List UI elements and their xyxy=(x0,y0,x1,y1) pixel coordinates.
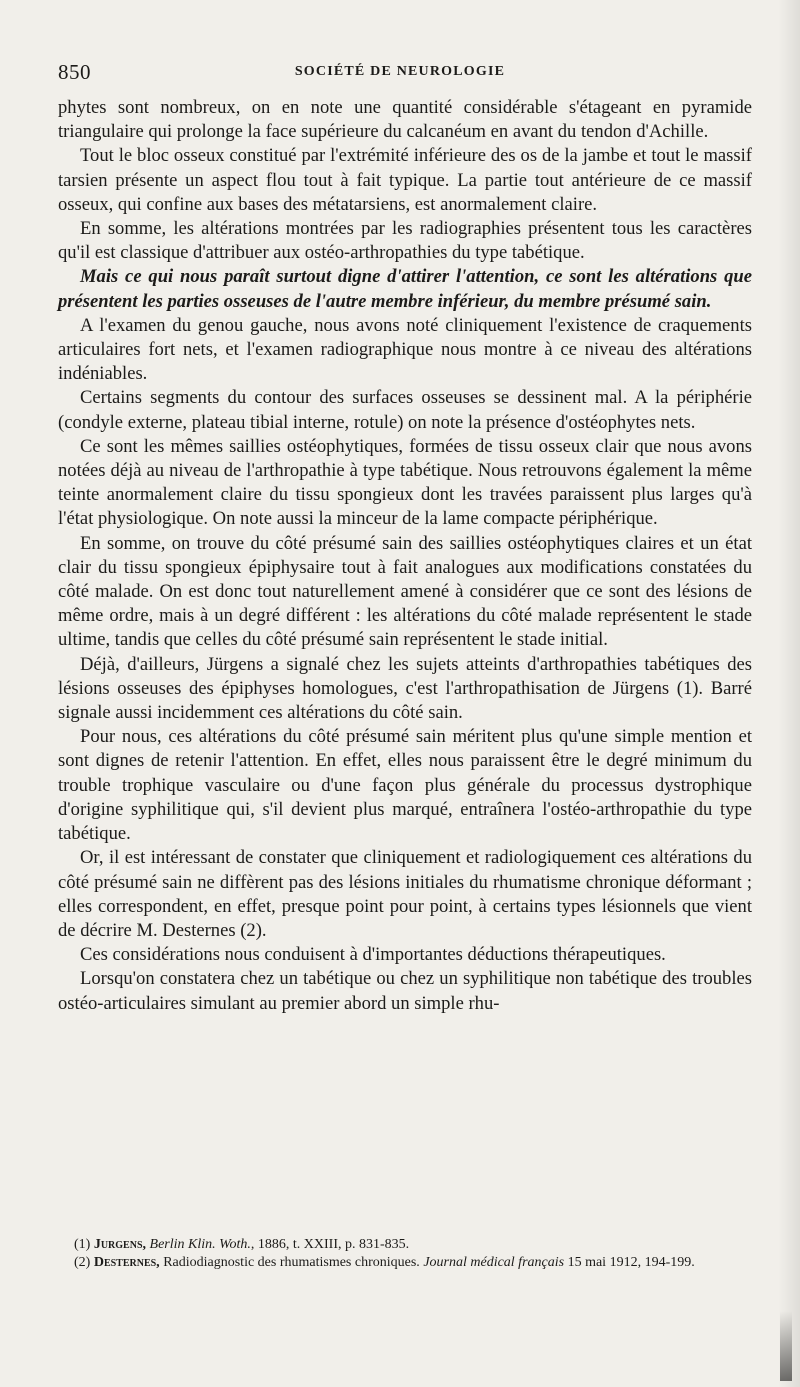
footnote-details: , 1886, t. XXIII, p. 831-835. xyxy=(250,1237,410,1252)
paragraph: Déjà, d'ailleurs, Jürgens a signalé chez les sujets atteints d'arthropathies tabétiques des lésions osseuses des épiphyses homologues, c'est l'arthropathisation de Jürgens (1). Barré signale aussi incidemment ces altérations du côté sain. xyxy=(58,653,752,724)
footnote-mark: (2) xyxy=(74,1255,91,1270)
paragraph: phytes sont nombreux, on en note une quantité considérable s'étageant en pyramide triangulaire qui prolonge la face supérieure du calcanéum en avant du tendon d'Achille. xyxy=(58,97,752,143)
paragraph: A l'examen du genou gauche, nous avons noté cliniquement l'existence de craquements articulaires fort nets, et l'examen radiographique nous montre à ce niveau des altérations indéniables. xyxy=(58,314,752,385)
page-header xyxy=(58,60,742,90)
footnotes xyxy=(58,1236,758,1272)
paragraph: Tout le bloc osseux constitué par l'extrémité inférieure des os de la jambe et tout le massif tarsien présente un aspect flou tout à fait typique. La partie tout antérieure de ce massif osseux, qui confine aux bases des métatarsiens, est anormalement claire. xyxy=(58,145,752,215)
footnote-title: Radiodiagnostic des rhumatismes chroniques. xyxy=(163,1255,420,1270)
footnote-2 xyxy=(58,1254,758,1272)
paragraph: Pour nous, ces altérations du côté présumé sain méritent plus qu'une simple mention et sont dignes de retenir l'attention. En effet, elles nous paraissent être le degré minimum du trouble trophique vasculaire ou d'une façon plus générale du processus dystrophique d'origine syphilitique qui, s'il devient plus marqué, entraînera l'ostéo-arthropathie du type tabétique. xyxy=(58,726,752,845)
footnote-details: 15 mai 1912, 194-199. xyxy=(567,1255,695,1270)
running-head: SOCIÉTÉ DE NEUROLOGIE xyxy=(294,64,506,79)
footnote-mark: (1) xyxy=(74,1237,91,1252)
footnote-1 xyxy=(58,1236,758,1254)
paragraph: Certains segments du contour des surfaces osseuses se dessinent mal. A la périphérie (condyle externe, plateau tibial interne, rotule) on note la présence d'ostéophytes nets. xyxy=(58,387,752,433)
footnote-work: Berlin Klin. Woth. xyxy=(149,1237,251,1252)
footnote-journal: Journal médical français xyxy=(423,1255,565,1270)
footnote-author: Desternes, xyxy=(93,1255,160,1270)
page-edge-shadow xyxy=(778,0,800,1387)
paragraph-emphasis: Mais ce qui nous paraît surtout digne d'attirer l'attention, ce sont les altérations que présentent les parties osseuses de l'autre membre inférieur, du membre présumé sain. xyxy=(58,266,752,312)
paragraph: Lorsqu'on constatera chez un tabétique ou chez un syphilitique non tabétique des troubles ostéo-articulaires simulant au premier abord un simple rhu- xyxy=(58,968,752,1014)
paragraph: En somme, les altérations montrées par les radiographies présentent tous les caractères qu'il est classique d'attribuer aux ostéo-arthropathies du type tabétique. xyxy=(58,218,752,264)
paragraph: Ces considérations nous conduisent à d'importantes déductions thérapeutiques. xyxy=(80,944,666,966)
paragraph: En somme, on trouve du côté présumé sain des saillies ostéophytiques claires et un état clair du tissu spongieux épiphysaire tout à fait analogues aux modifications constatées du côté malade. On est donc tout naturellement amené à considérer que ce sont des lésions de même ordre, mais à un degré différent : les altérations du côté malade représentent le stade ultime, tandis que celles du côté présumé sain représentent le stade initial. xyxy=(58,532,752,651)
scan-corner-mark xyxy=(780,1311,792,1381)
paragraph: Ce sont les mêmes saillies ostéophytiques, formées de tissu osseux clair que nous avons notées déjà au niveau de l'arthropathie à type tabétique. Nous retrouvons également la même teinte anormalement claire du tissu spongieux dont les travées paraissent plus larges qu'à l'état physiologique. On note aussi la minceur de la lame compacte périphérique. xyxy=(58,435,752,530)
footnote-author: Jurgens, xyxy=(93,1237,147,1252)
body-text xyxy=(58,96,752,1016)
paragraph: Or, il est intéressant de constater que cliniquement et radiologiquement ces altérations du côté présumé sain ne diffèrent pas des lésions initiales du rhumatisme chronique déformant ; elles correspondent, en effet, presque point pour point, à certains types lésionnels que vient de décrire M. Desternes (2). xyxy=(58,847,752,941)
page-number: 850 xyxy=(58,60,91,84)
